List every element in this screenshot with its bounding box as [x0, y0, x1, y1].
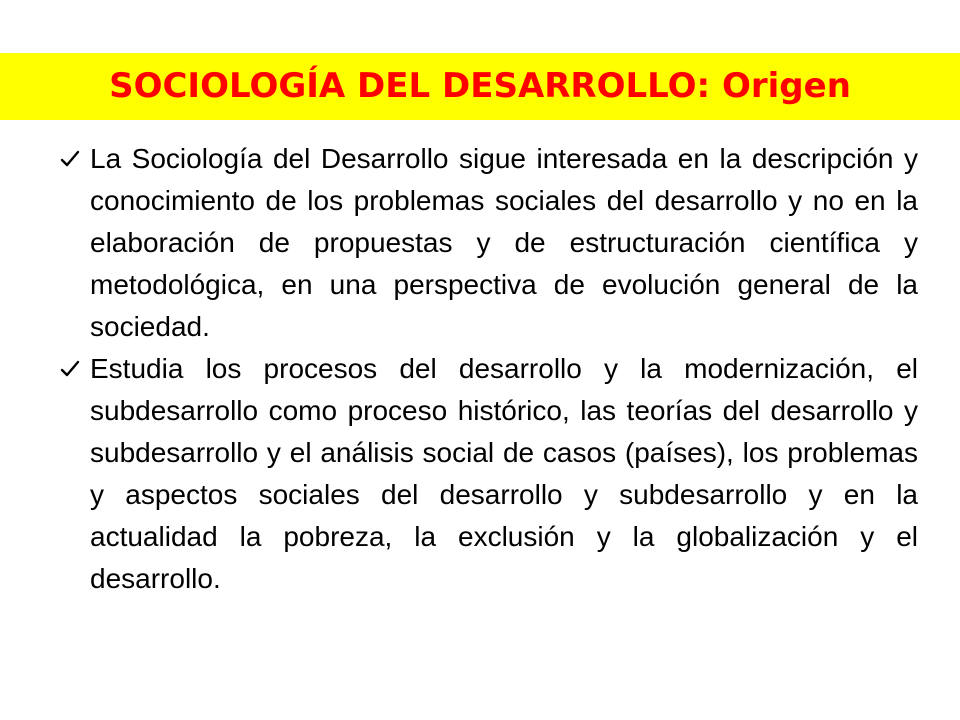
slide-title: SOCIOLOGÍA DEL DESARROLLO: Origen [109, 66, 851, 106]
bullet-item [60, 138, 918, 348]
bullet-item [60, 348, 918, 600]
bullet-text: La Sociología del Desarrollo sigue interesada en la descripción y conocimiento de los problemas sociales del desarrollo y no en la elaboración de propuestas y de estructuración científica y metodológica, en una perspectiva de evolución general de la sociedad. [90, 143, 918, 342]
bullet-list [60, 138, 918, 600]
checkmark-icon [60, 138, 90, 180]
checkmark-icon [60, 348, 90, 390]
title-band [0, 53, 960, 120]
bullet-text: Estudia los procesos del desarrollo y la modernización, el subdesarrollo como proceso histórico, las teorías del desarrollo y subdesarrollo y el análisis social de casos (países), los problemas y aspectos sociales del desarrollo y subdesarrollo y en la actualidad la pobreza, la exclusión y la globalización y el desarrollo. [90, 353, 918, 594]
